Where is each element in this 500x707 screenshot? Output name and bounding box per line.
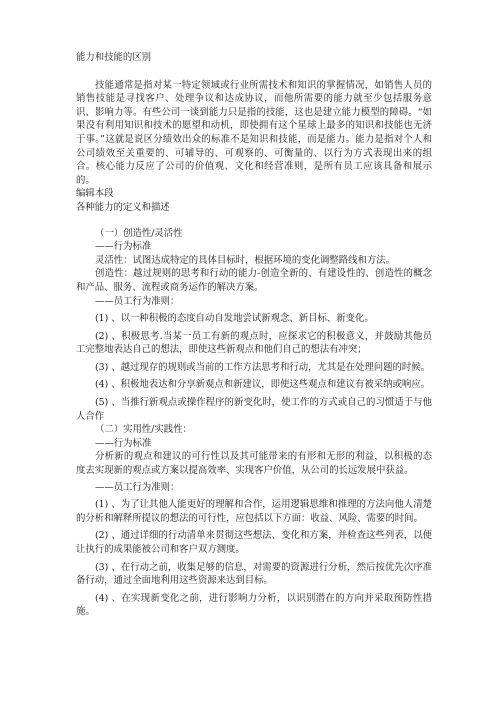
criteria-item: (5) 、当推行新观点或操作程序的新变化时，使工作的方式或自己的习惯适于与他人合作 [76,397,432,422]
criteria-item: (2) 、通过详细的行动清单来贯彻这些想法、变化和方案，并检查这些列表，以便让执行的成果能被公司和客户双方测度。 [76,530,432,555]
criteria-item: (4) 、在实现新变化之前，进行影响力分析，以识别潜在的方向并采取预防性措施。 [76,592,432,618]
criteria-item: (3) 、越过现存的规则或当前的工作方法思考和行动，尤其是在处理问题的时候。 [95,361,431,373]
employee-criteria-label: ——员工行为准则： [95,481,180,493]
document-page [76,51,432,619]
creativity-definition: 创造性：越过规则的思考和行动的能力-创造全新的、有建设性的、创造性的概念和产品、服务、流程或商务运作的解决方案。 [76,268,432,293]
employee-criteria-label: ——员工行为准则： [95,295,180,307]
subsection-heading-practicality: （二）实用性/实践性： [95,424,192,436]
behavior-standard-label: ——行为标准 [95,241,152,253]
edit-section-link[interactable]: 编辑本段 [76,188,114,200]
intro-paragraph: 技能通常是指对某一特定领域或行业所需技术和知识的掌握情况，如销售人员的销售技能是寻找客户、处理争议和达成协议，而他所需要的能力就至少包括服务意识、影响力等。有些公司一谈到能力只是指的技能，这也是建立能力模型的障碍。“如果没有利用知识和技术的愿望和动机，即使拥有这个星球上最多的知识和技能也无济于事。”这就是说区分绩效出众的标准不是知识和技能，而是能力。能力是指对个人和公司绩效至关重要的、可辅导的、可观察的、可衡量的、以行为方式表现出来的组合。核心能力反应了公司的价值观、文化和经营准则，是所有员工应该具备和展示的。 [76,79,432,186]
criteria-item: (2) 、积极思考.当某一员工有新的观点时，应探求它的积极意义，并鼓励其他员工完整地表达自己的想法，即使这些新观点和他们自己的想法有冲突； [76,330,432,356]
criteria-item: (4) 、积极地表达和分享新观点和新建议，即使这些观点和建议有被采纳或响应。 [95,379,431,391]
criteria-item: (3) 、在行动之前，收集足够的信息，对需要的资源进行分析，然后按优先次序准备行动，通过全面地利用这些资源来达到目标。 [76,561,432,587]
criteria-item: (1) 、为了让其他人能更好的理解和合作，运用逻辑思维和推理的方法向他人清楚的分析和解释所提议的想法的可行性，应包括以下方面：收益、风险、需要的时间。 [76,499,432,524]
practicality-definition: 分析新的观点和建议的可行性以及其可能带来的有形和无形的利益，以积极的态度去实现新的观点或方案以提高效率、实现客户价值，从公司的长远发展中获益。 [76,451,432,477]
subsection-heading-creativity: （一）创造性/灵活性 [95,227,183,239]
criteria-item: (1) 、以一种积极的态度自动自发地尝试新观念、新目标、新变化。 [95,313,374,325]
flexibility-definition: 灵活性：试图达成特定的具体目标时，根据环境的变化调整路线和方法。 [95,254,396,266]
behavior-standard-label: ——行为标准 [95,437,152,449]
section-heading: 各种能力的定义和描述 [76,201,170,213]
document-title: 能力和技能的区别 [76,52,152,63]
